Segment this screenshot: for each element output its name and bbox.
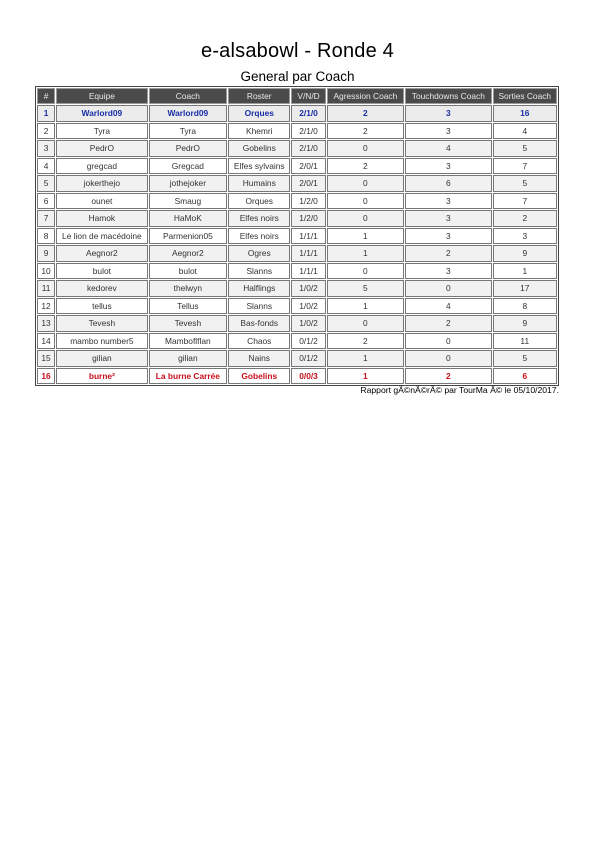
column-header-touchdowns: Touchdowns Coach xyxy=(405,88,492,104)
equipe-cell: PedrO xyxy=(56,140,148,157)
roster-cell: Gobelins xyxy=(228,368,290,385)
rank-cell: 12 xyxy=(37,298,55,315)
roster-cell: Orques xyxy=(228,193,290,210)
equipe-cell: Aegnor2 xyxy=(56,245,148,262)
touchdowns-cell: 3 xyxy=(405,228,492,245)
rank-cell: 8 xyxy=(37,228,55,245)
table-row xyxy=(37,263,557,280)
agression-cell: 0 xyxy=(327,210,404,227)
touchdowns-cell: 3 xyxy=(405,105,492,122)
agression-cell: 2 xyxy=(327,333,404,350)
table-row xyxy=(37,228,557,245)
touchdowns-cell: 0 xyxy=(405,280,492,297)
sorties-cell: 4 xyxy=(493,123,557,140)
coach-cell: La burne Carrée xyxy=(149,368,227,385)
header-row xyxy=(37,88,557,104)
column-header-agression: Agression Coach xyxy=(327,88,404,104)
sorties-cell: 7 xyxy=(493,193,557,210)
coach-cell: jothejoker xyxy=(149,175,227,192)
roster-cell: Ogres xyxy=(228,245,290,262)
agression-cell: 0 xyxy=(327,175,404,192)
table-row xyxy=(37,333,557,350)
vnd-cell: 1/1/1 xyxy=(291,228,325,245)
sorties-cell: 9 xyxy=(493,315,557,332)
coach-cell: Warlord09 xyxy=(149,105,227,122)
touchdowns-cell: 3 xyxy=(405,123,492,140)
touchdowns-cell: 3 xyxy=(405,193,492,210)
coach-cell: Gregcad xyxy=(149,158,227,175)
touchdowns-cell: 0 xyxy=(405,350,492,367)
column-header-coach: Coach xyxy=(149,88,227,104)
table-body xyxy=(37,105,557,384)
agression-cell: 0 xyxy=(327,315,404,332)
vnd-cell: 1/2/0 xyxy=(291,210,325,227)
sorties-cell: 2 xyxy=(493,210,557,227)
equipe-cell: gregcad xyxy=(56,158,148,175)
table-row xyxy=(37,105,557,122)
roster-cell: Slanns xyxy=(228,298,290,315)
vnd-cell: 1/2/0 xyxy=(291,193,325,210)
touchdowns-cell: 2 xyxy=(405,245,492,262)
agression-cell: 2 xyxy=(327,123,404,140)
agression-cell: 0 xyxy=(327,193,404,210)
equipe-cell: gilian xyxy=(56,350,148,367)
vnd-cell: 2/0/1 xyxy=(291,175,325,192)
equipe-cell: kedorev xyxy=(56,280,148,297)
table-row xyxy=(37,158,557,175)
agression-cell: 5 xyxy=(327,280,404,297)
coach-cell: HaMoK xyxy=(149,210,227,227)
agression-cell: 2 xyxy=(327,105,404,122)
vnd-cell: 1/0/2 xyxy=(291,280,325,297)
sorties-cell: 5 xyxy=(493,350,557,367)
sorties-cell: 17 xyxy=(493,280,557,297)
table-row xyxy=(37,193,557,210)
agression-cell: 0 xyxy=(327,263,404,280)
roster-cell: Elfes noirs xyxy=(228,210,290,227)
sorties-cell: 11 xyxy=(493,333,557,350)
sorties-cell: 7 xyxy=(493,158,557,175)
rank-cell: 16 xyxy=(37,368,55,385)
agression-cell: 1 xyxy=(327,350,404,367)
agression-cell: 1 xyxy=(327,298,404,315)
table-row xyxy=(37,350,557,367)
report-title: e-alsabowl - Ronde 4 xyxy=(201,40,394,62)
equipe-cell: burne² xyxy=(56,368,148,385)
rank-cell: 4 xyxy=(37,158,55,175)
rank-cell: 13 xyxy=(37,315,55,332)
rank-cell: 7 xyxy=(37,210,55,227)
rank-cell: 3 xyxy=(37,140,55,157)
column-header-equipe: Equipe xyxy=(56,88,148,104)
agression-cell: 1 xyxy=(327,368,404,385)
equipe-cell: tellus xyxy=(56,298,148,315)
table-row xyxy=(37,298,557,315)
vnd-cell: 0/0/3 xyxy=(291,368,325,385)
touchdowns-cell: 4 xyxy=(405,140,492,157)
roster-cell: Khemri xyxy=(228,123,290,140)
sorties-cell: 5 xyxy=(493,175,557,192)
equipe-cell: Le lion de macédoine xyxy=(56,228,148,245)
agression-cell: 1 xyxy=(327,245,404,262)
equipe-cell: mambo number5 xyxy=(56,333,148,350)
rank-cell: 14 xyxy=(37,333,55,350)
vnd-cell: 1/1/1 xyxy=(291,263,325,280)
roster-cell: Halflings xyxy=(228,280,290,297)
vnd-cell: 2/1/0 xyxy=(291,105,325,122)
coach-cell: PedrO xyxy=(149,140,227,157)
touchdowns-cell: 2 xyxy=(405,368,492,385)
agression-cell: 0 xyxy=(327,140,404,157)
touchdowns-cell: 3 xyxy=(405,263,492,280)
vnd-cell: 2/0/1 xyxy=(291,158,325,175)
agression-cell: 2 xyxy=(327,158,404,175)
sorties-cell: 3 xyxy=(493,228,557,245)
coach-cell: Tellus xyxy=(149,298,227,315)
equipe-cell: bulot xyxy=(56,263,148,280)
column-header-rank: # xyxy=(37,88,55,104)
touchdowns-cell: 4 xyxy=(405,298,492,315)
table-row xyxy=(37,175,557,192)
roster-cell: Elfes sylvains xyxy=(228,158,290,175)
coach-cell: Mamboflflan xyxy=(149,333,227,350)
roster-cell: Humains xyxy=(228,175,290,192)
rank-cell: 1 xyxy=(37,105,55,122)
sorties-cell: 8 xyxy=(493,298,557,315)
column-header-sorties: Sorties Coach xyxy=(493,88,557,104)
table-row xyxy=(37,210,557,227)
touchdowns-cell: 6 xyxy=(405,175,492,192)
report-subtitle: General par Coach xyxy=(240,69,355,84)
vnd-cell: 0/1/2 xyxy=(291,350,325,367)
rank-cell: 9 xyxy=(37,245,55,262)
coach-cell: Tyra xyxy=(149,123,227,140)
coach-cell: thelwyn xyxy=(149,280,227,297)
equipe-cell: jokerthejo xyxy=(56,175,148,192)
table-row xyxy=(37,315,557,332)
equipe-cell: Warlord09 xyxy=(56,105,148,122)
table-row xyxy=(37,368,557,385)
sorties-cell: 1 xyxy=(493,263,557,280)
roster-cell: Gobelins xyxy=(228,140,290,157)
column-header-vnd: V/N/D xyxy=(291,88,325,104)
coach-cell: Smaug xyxy=(149,193,227,210)
equipe-cell: ounet xyxy=(56,193,148,210)
vnd-cell: 2/1/0 xyxy=(291,140,325,157)
report-footer: Rapport gÃ©nÃ©rÃ© par TourMa Â© le 05/10/2017. xyxy=(360,385,559,395)
rank-cell: 15 xyxy=(37,350,55,367)
equipe-cell: Hamok xyxy=(56,210,148,227)
touchdowns-cell: 0 xyxy=(405,333,492,350)
table-row xyxy=(37,123,557,140)
equipe-cell: Tevesh xyxy=(56,315,148,332)
sorties-cell: 16 xyxy=(493,105,557,122)
coach-cell: Parmenion05 xyxy=(149,228,227,245)
table-row xyxy=(37,245,557,262)
agression-cell: 1 xyxy=(327,228,404,245)
coach-cell: bulot xyxy=(149,263,227,280)
roster-cell: Nains xyxy=(228,350,290,367)
coach-cell: Tevesh xyxy=(149,315,227,332)
touchdowns-cell: 3 xyxy=(405,158,492,175)
touchdowns-cell: 2 xyxy=(405,315,492,332)
vnd-cell: 0/1/2 xyxy=(291,333,325,350)
table-row xyxy=(37,140,557,157)
coach-cell: gilian xyxy=(149,350,227,367)
vnd-cell: 2/1/0 xyxy=(291,123,325,140)
roster-cell: Elfes noirs xyxy=(228,228,290,245)
column-header-roster: Roster xyxy=(228,88,290,104)
vnd-cell: 1/1/1 xyxy=(291,245,325,262)
rank-cell: 10 xyxy=(37,263,55,280)
rank-cell: 11 xyxy=(37,280,55,297)
touchdowns-cell: 3 xyxy=(405,210,492,227)
vnd-cell: 1/0/2 xyxy=(291,315,325,332)
table-row xyxy=(37,280,557,297)
roster-cell: Slanns xyxy=(228,263,290,280)
rank-cell: 5 xyxy=(37,175,55,192)
standings-table xyxy=(35,86,559,386)
sorties-cell: 5 xyxy=(493,140,557,157)
roster-cell: Orques xyxy=(228,105,290,122)
roster-cell: Bas-fonds xyxy=(228,315,290,332)
rank-cell: 6 xyxy=(37,193,55,210)
sorties-cell: 6 xyxy=(493,368,557,385)
equipe-cell: Tyra xyxy=(56,123,148,140)
sorties-cell: 9 xyxy=(493,245,557,262)
coach-cell: Aegnor2 xyxy=(149,245,227,262)
rank-cell: 2 xyxy=(37,123,55,140)
vnd-cell: 1/0/2 xyxy=(291,298,325,315)
roster-cell: Chaos xyxy=(228,333,290,350)
